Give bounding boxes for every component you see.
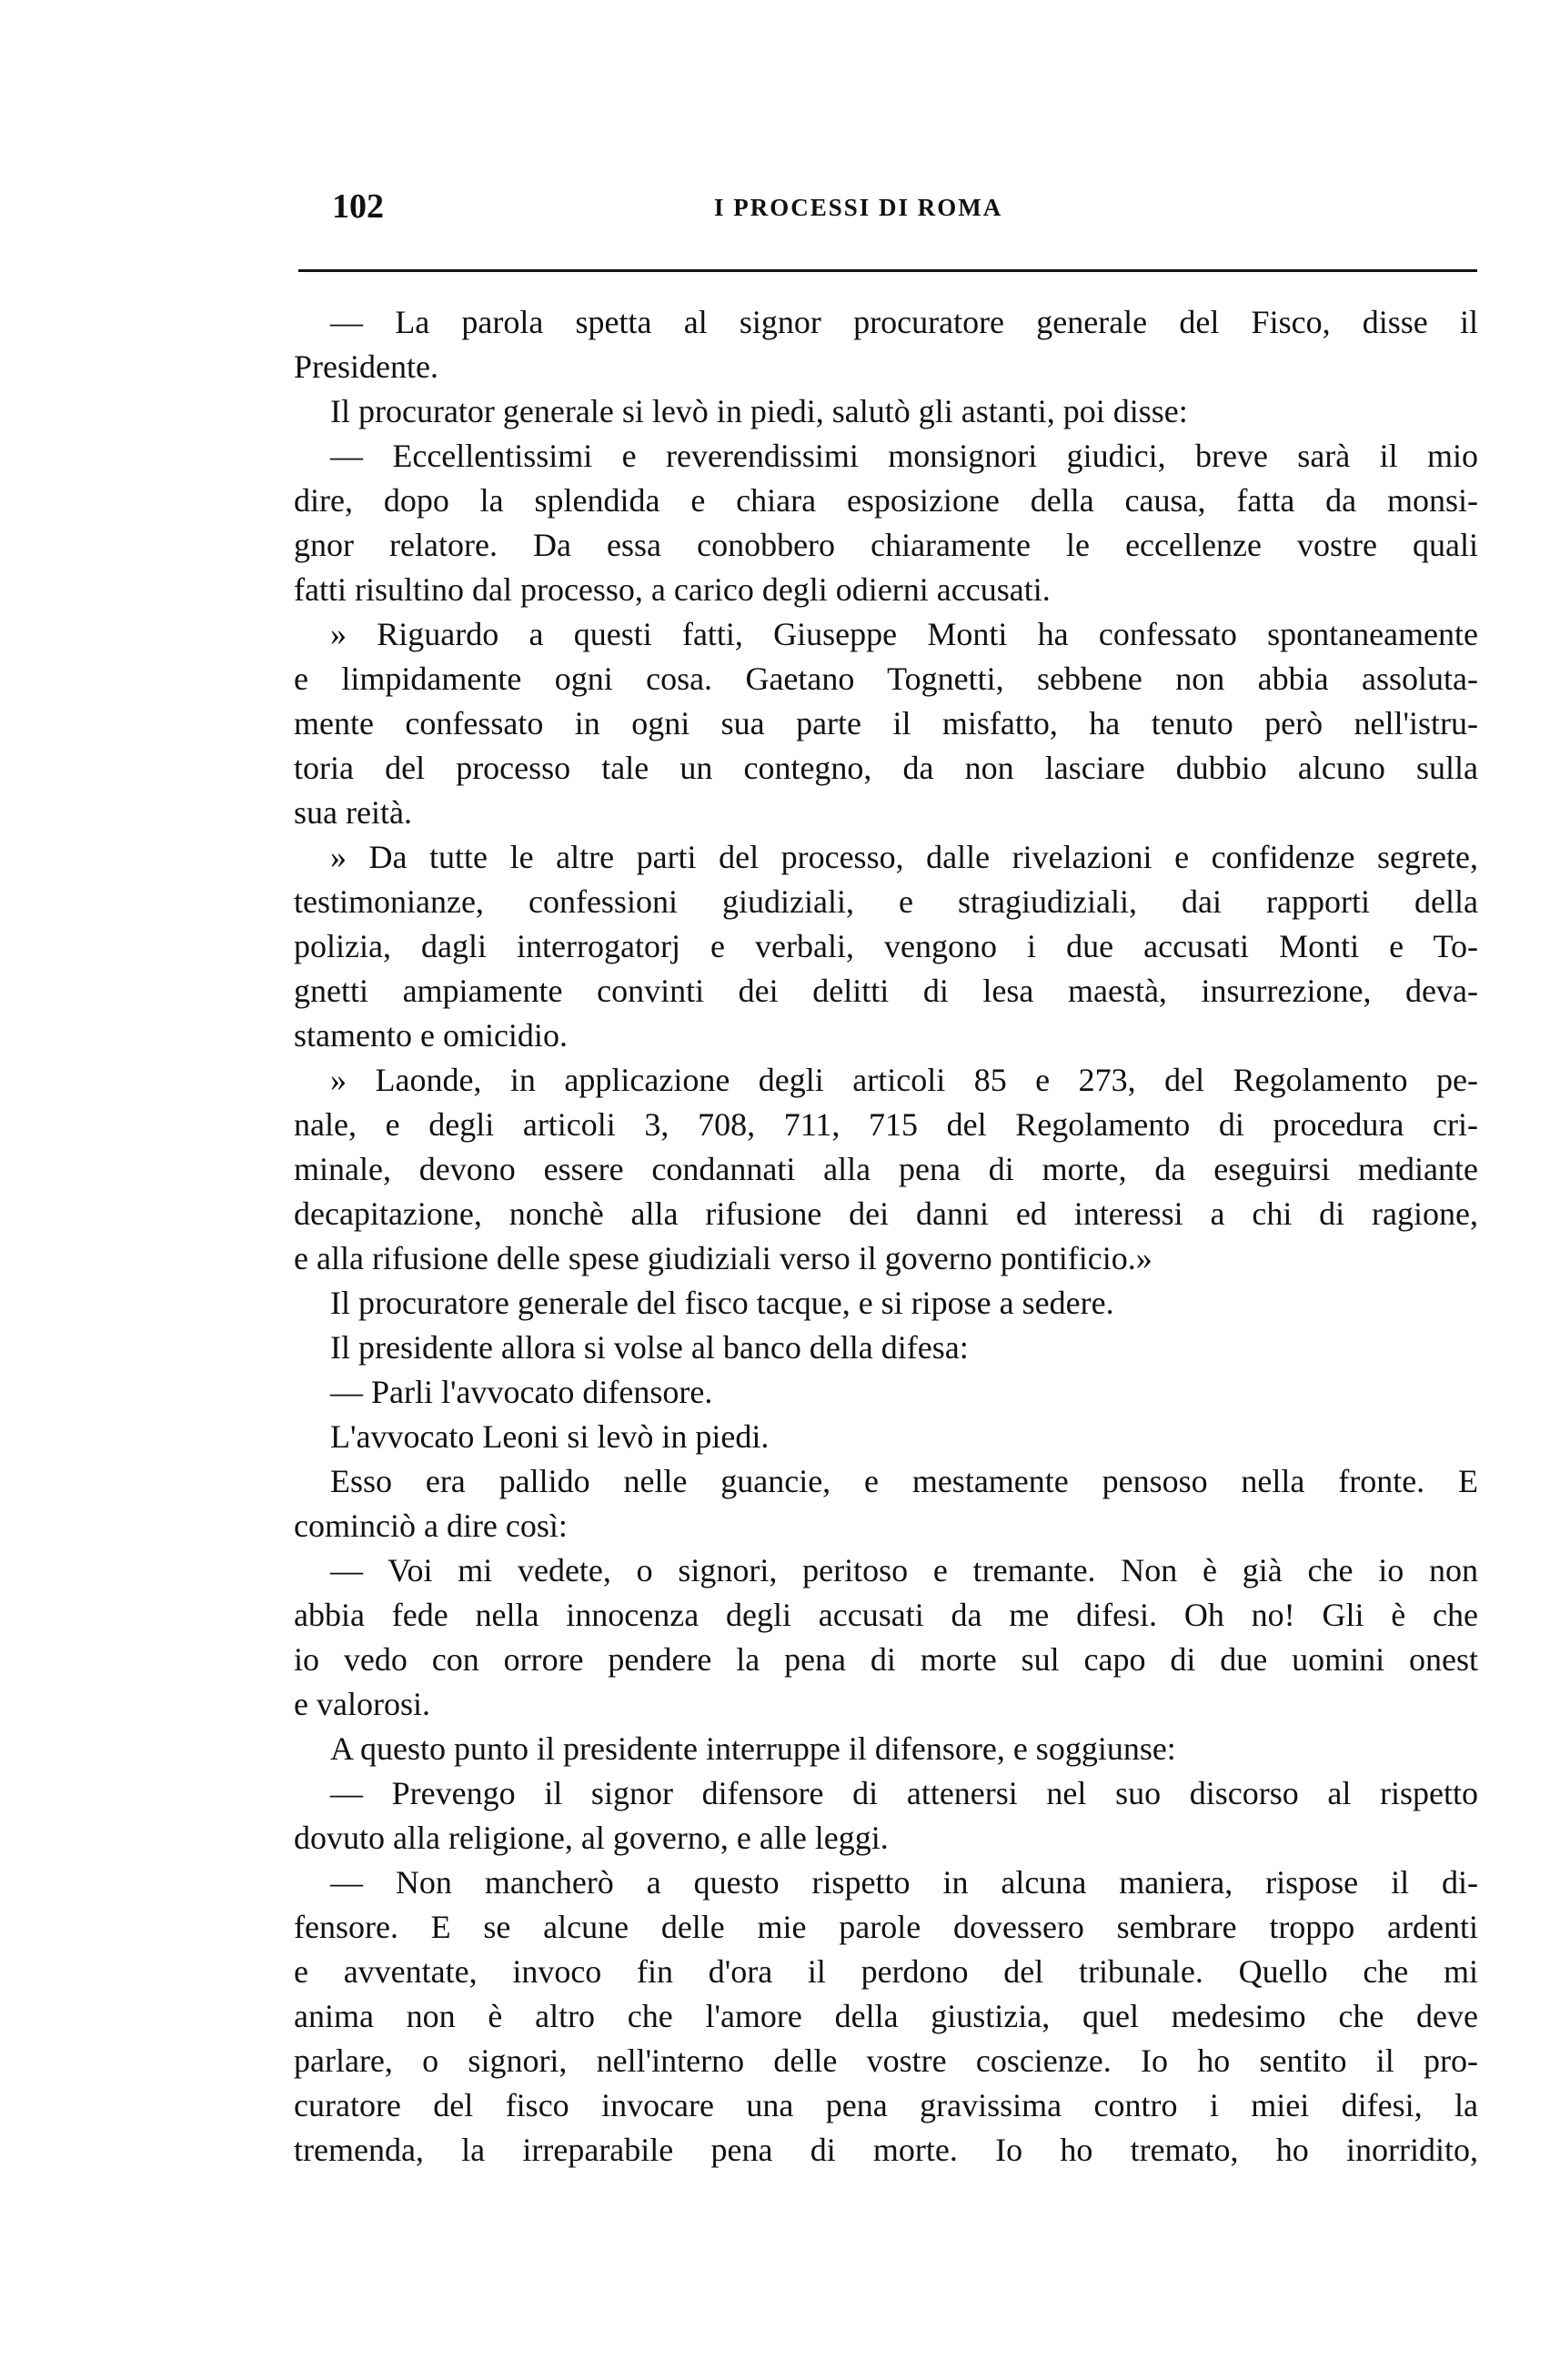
header-rule bbox=[298, 269, 1477, 272]
text-line: curatore del fisco invocare una pena gravissima contro i miei difesi, la bbox=[294, 2087, 1478, 2123]
text-line: — Parli l'avvocato difensore. bbox=[330, 1374, 713, 1410]
text-line: dovuto alla religione, al governo, e alle leggi. bbox=[294, 1820, 889, 1856]
text-line: — Voi mi vedete, o signori, peritoso e tremante. Non è già che io non bbox=[330, 1552, 1478, 1588]
text-line: sua reità. bbox=[294, 794, 412, 831]
text-line: dire, dopo la splendida e chiara esposizione della causa, fatta da monsi- bbox=[294, 482, 1478, 519]
text-line: Il procuratore generale del fisco tacque, e si ripose a sedere. bbox=[330, 1285, 1114, 1321]
text-line: A questo punto il presidente interruppe il difensore, e soggiunse: bbox=[330, 1730, 1176, 1767]
text-line: minale, devono essere condannati alla pena di morte, da eseguirsi mediante bbox=[294, 1151, 1478, 1187]
text-line: » Riguardo a questi fatti, Giuseppe Monti ha confessato spontaneamente bbox=[330, 616, 1478, 652]
text-line: » Laonde, in applicazione degli articoli 85 e 273, del Regolamento pe- bbox=[330, 1062, 1478, 1098]
text-line: gnor relatore. Da essa conobbero chiaramente le eccellenze vostre quali bbox=[294, 527, 1478, 563]
text-line: nale, e degli articoli 3, 708, 711, 715 del Regolamento di procedura cri- bbox=[294, 1106, 1478, 1143]
page-number: 102 bbox=[332, 187, 384, 226]
text-line: e limpidamente ogni cosa. Gaetano Tognetti, sebbene non abbia assoluta- bbox=[294, 661, 1478, 697]
text-line: decapitazione, nonchè alla rifusione dei danni ed interessi a chi di ragione, bbox=[294, 1195, 1478, 1232]
text-line: parlare, o signori, nell'interno delle vostre coscienze. Io ho sentito il pro- bbox=[294, 2042, 1478, 2079]
text-line: gnetti ampiamente convinti dei delitti di lesa maestà, insurrezione, deva- bbox=[294, 973, 1478, 1009]
text-line: Presidente. bbox=[294, 348, 438, 385]
text-line: io vedo con orrore pendere la pena di morte sul capo di due uomini onest bbox=[294, 1641, 1478, 1678]
text-line: cominciò a dire così: bbox=[294, 1508, 568, 1544]
text-line: » Da tutte le altre parti del processo, dalle rivelazioni e confidenze segrete, bbox=[330, 839, 1478, 875]
text-line: L'avvocato Leoni si levò in piedi. bbox=[330, 1418, 770, 1455]
body-text bbox=[294, 300, 1478, 2173]
text-line: fatti risultino dal processo, a carico degli odierni accusati. bbox=[294, 571, 1051, 608]
text-line: stamento e omicidio. bbox=[294, 1017, 568, 1054]
text-line: tremenda, la irreparabile pena di morte. Io ho tremato, ho inorridito, bbox=[294, 2132, 1478, 2168]
text-line: mente confessato in ogni sua parte il misfatto, ha tenuto però nell'istru- bbox=[294, 705, 1478, 741]
text-line: Esso era pallido nelle guancie, e mestamente pensoso nella fronte. E bbox=[330, 1463, 1478, 1499]
page-header bbox=[332, 187, 1478, 232]
text-line: — Eccellentissimi e reverendissimi monsignori giudici, breve sarà il mio bbox=[330, 438, 1478, 474]
text-line: e valorosi. bbox=[294, 1686, 430, 1722]
running-title: I PROCESSI DI ROMA bbox=[714, 194, 1003, 221]
text-line: abbia fede nella innocenza degli accusati da me difesi. Oh no! Gli è che bbox=[294, 1597, 1478, 1633]
text-line: testimonianze, confessioni giudiziali, e stragiudiziali, dai rapporti della bbox=[294, 883, 1478, 920]
text-line: anima non è altro che l'amore della giustizia, quel medesimo che deve bbox=[294, 1998, 1478, 2034]
text-line: polizia, dagli interrogatorj e verbali, vengono i due accusati Monti e To- bbox=[294, 928, 1478, 964]
text-line: e avventate, invoco fin d'ora il perdono del tribunale. Quello che mi bbox=[294, 1953, 1478, 1990]
text-line: fensore. E se alcune delle mie parole dovessero sembrare troppo ardenti bbox=[294, 1909, 1478, 1945]
text-line: toria del processo tale un contegno, da non lasciare dubbio alcuno sulla bbox=[294, 750, 1478, 786]
text-line: Il procurator generale si levò in piedi, salutò gli astanti, poi disse: bbox=[330, 393, 1188, 429]
text-line: Il presidente allora si volse al banco della difesa: bbox=[330, 1329, 969, 1366]
text-line: — La parola spetta al signor procuratore generale del Fisco, disse il bbox=[330, 304, 1478, 340]
text-line: — Non mancherò a questo rispetto in alcuna maniera, rispose il di- bbox=[330, 1864, 1478, 1901]
text-line: e alla rifusione delle spese giudiziali verso il governo pontificio.» bbox=[294, 1240, 1152, 1276]
text-line: — Prevengo il signor difensore di attenersi nel suo discorso al rispetto bbox=[330, 1775, 1478, 1811]
